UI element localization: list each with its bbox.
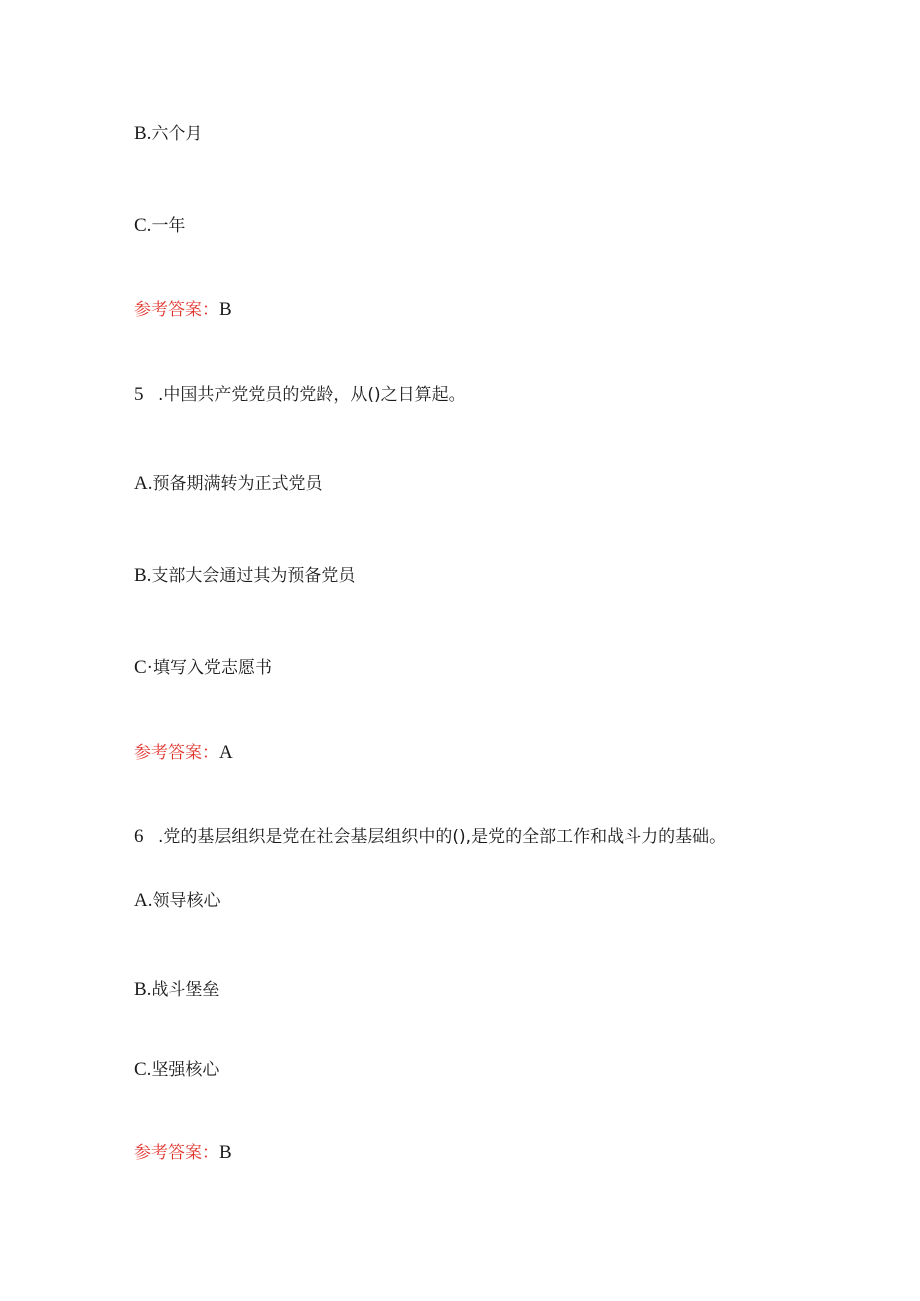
option-text: 六个月 bbox=[151, 124, 203, 144]
option-text: 领导核心 bbox=[152, 891, 221, 911]
answer-value: B bbox=[219, 1142, 232, 1163]
answer-value: B bbox=[219, 299, 232, 320]
option-text: 坚强核心 bbox=[151, 1060, 220, 1080]
question-text: .中国共产党党员的党龄，从()之日算起。 bbox=[158, 385, 466, 405]
question-number: 6 bbox=[134, 826, 144, 847]
q6-option-c bbox=[134, 1059, 219, 1081]
q5-answer bbox=[134, 742, 233, 764]
option-text: 一年 bbox=[151, 216, 186, 236]
answer-label: 参考答案： bbox=[134, 1143, 219, 1163]
q6-option-b bbox=[134, 979, 219, 1001]
option-text: 填写入党志愿书 bbox=[153, 658, 272, 678]
q5-question bbox=[134, 384, 466, 406]
option-letter: C· bbox=[134, 657, 153, 678]
answer-label: 参考答案： bbox=[134, 743, 219, 763]
option-text: 支部大会通过其为预备党员 bbox=[151, 566, 356, 586]
q6-question bbox=[134, 826, 726, 848]
option-letter: B. bbox=[134, 979, 152, 1000]
q5-option-b bbox=[134, 565, 355, 587]
answer-label: 参考答案： bbox=[134, 300, 219, 320]
option-text: 预备期满转为正式党员 bbox=[152, 474, 323, 494]
q5-option-a bbox=[134, 473, 322, 495]
answer-value: A bbox=[219, 742, 233, 763]
option-letter: C. bbox=[134, 215, 152, 236]
option-letter: A. bbox=[134, 890, 153, 911]
option-letter: B. bbox=[134, 123, 152, 144]
q5-option-c bbox=[134, 657, 272, 679]
question-text: .党的基层组织是党在社会基层组织中的(),是党的全部工作和战斗力的基础。 bbox=[158, 827, 727, 847]
q6-answer bbox=[134, 1142, 232, 1164]
question-number: 5 bbox=[134, 384, 144, 405]
option-letter: A. bbox=[134, 473, 153, 494]
option-letter: B. bbox=[134, 565, 152, 586]
option-letter: C. bbox=[134, 1059, 152, 1080]
option-text: 战斗堡垒 bbox=[151, 980, 220, 1000]
q4-option-c bbox=[134, 215, 185, 237]
q4-option-b bbox=[134, 123, 202, 145]
q4-answer bbox=[134, 299, 232, 321]
q6-option-a bbox=[134, 890, 220, 912]
